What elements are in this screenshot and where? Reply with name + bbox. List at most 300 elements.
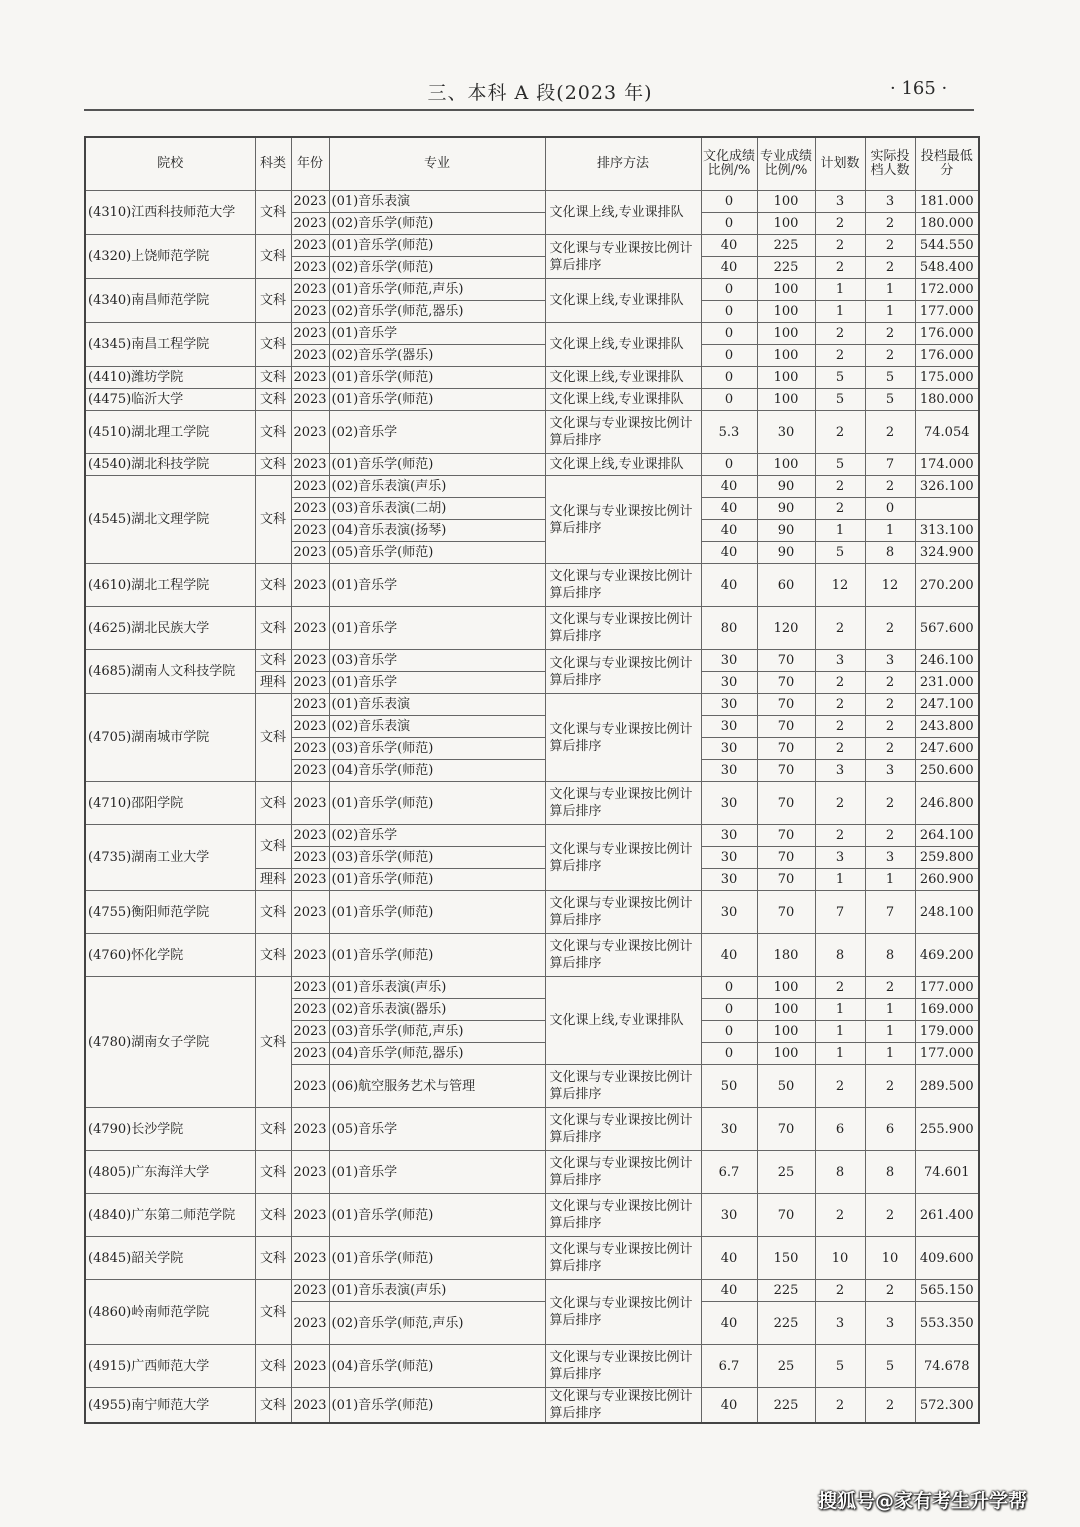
- col-header-year: 年份: [291, 137, 329, 191]
- cell-major: (01)音乐学(师范): [329, 1194, 545, 1237]
- cell-sort-method: 文化课与专业课按比例计算后排序: [545, 782, 701, 825]
- table-row: [85, 1151, 979, 1194]
- cell-culture-ratio: 0: [701, 999, 757, 1021]
- cell-culture-ratio: 6.7: [701, 1151, 757, 1194]
- cell-min-score: 255.900: [915, 1108, 979, 1151]
- admission-score-table: [84, 136, 980, 1424]
- cell-prof-ratio: 90: [757, 520, 815, 542]
- cell-min-score: 174.000: [915, 454, 979, 476]
- cell-culture-ratio: 0: [701, 367, 757, 389]
- cell-major: (01)音乐表演(声乐): [329, 977, 545, 999]
- cell-prof-ratio: 120: [757, 607, 815, 650]
- cell-school: (4760)怀化学院: [85, 934, 255, 977]
- cell-culture-ratio: 0: [701, 1043, 757, 1065]
- cell-prof-ratio: 70: [757, 738, 815, 760]
- cell-min-score: 175.000: [915, 367, 979, 389]
- cell-prof-ratio: 180: [757, 934, 815, 977]
- cell-sort-method: 文化课与专业课按比例计算后排序: [545, 1345, 701, 1388]
- cell-plan: 1: [815, 999, 865, 1021]
- cell-category: 文科: [255, 411, 291, 454]
- cell-culture-ratio: 0: [701, 389, 757, 411]
- cell-school: (4955)南宁师范大学: [85, 1388, 255, 1424]
- cell-prof-ratio: 225: [757, 1302, 815, 1345]
- cell-sort-method: 文化课与专业课按比例计算后排序: [545, 607, 701, 650]
- cell-plan: 3: [815, 191, 865, 213]
- cell-plan: 2: [815, 1280, 865, 1302]
- cell-year: 2023: [291, 1021, 329, 1043]
- cell-actual: 3: [865, 1302, 915, 1345]
- cell-year: 2023: [291, 213, 329, 235]
- cell-major: (03)音乐学(师范): [329, 847, 545, 869]
- cell-actual: 1: [865, 301, 915, 323]
- cell-school: (4545)湖北文理学院: [85, 476, 255, 564]
- cell-culture-ratio: 50: [701, 1065, 757, 1108]
- cell-plan: 2: [815, 977, 865, 999]
- cell-school: (4685)湖南人文科技学院: [85, 650, 255, 694]
- cell-sort-method: 文化课上线,专业课排队: [545, 389, 701, 411]
- cell-actual: 3: [865, 650, 915, 672]
- cell-min-score: 177.000: [915, 1043, 979, 1065]
- cell-sort-method: 文化课上线,专业课排队: [545, 323, 701, 367]
- cell-min-score: 565.150: [915, 1280, 979, 1302]
- cell-min-score: 289.500: [915, 1065, 979, 1108]
- table-row: [85, 1388, 979, 1424]
- cell-plan: 1: [815, 279, 865, 301]
- cell-actual: 2: [865, 257, 915, 279]
- cell-prof-ratio: 70: [757, 650, 815, 672]
- cell-category: 文科: [255, 782, 291, 825]
- cell-category: 文科: [255, 235, 291, 279]
- table-row: [85, 607, 979, 650]
- cell-year: 2023: [291, 498, 329, 520]
- cell-year: 2023: [291, 847, 329, 869]
- cell-sort-method: 文化课上线,专业课排队: [545, 454, 701, 476]
- cell-culture-ratio: 40: [701, 934, 757, 977]
- cell-major: (01)音乐学(师范): [329, 891, 545, 934]
- table-row: [85, 891, 979, 934]
- cell-sort-method: 文化课与专业课按比例计算后排序: [545, 1388, 701, 1424]
- table-row: [85, 1280, 979, 1302]
- cell-culture-ratio: 0: [701, 977, 757, 999]
- cell-min-score: 270.200: [915, 564, 979, 607]
- col-header-category: 科类: [255, 137, 291, 191]
- cell-sort-method: 文化课与专业课按比例计算后排序: [545, 411, 701, 454]
- cell-culture-ratio: 40: [701, 476, 757, 498]
- table-row: [85, 694, 979, 716]
- cell-culture-ratio: 30: [701, 847, 757, 869]
- table-row: [85, 1237, 979, 1280]
- col-header-major: 专业: [329, 137, 545, 191]
- cell-prof-ratio: 90: [757, 498, 815, 520]
- cell-major: (01)音乐学(师范): [329, 367, 545, 389]
- col-header-prof-ratio: 专业成绩比例/%: [757, 137, 815, 191]
- cell-prof-ratio: 70: [757, 847, 815, 869]
- cell-major: (01)音乐学: [329, 1151, 545, 1194]
- cell-category: 文科: [255, 977, 291, 1108]
- table-row: [85, 367, 979, 389]
- cell-major: (04)音乐表演(扬琴): [329, 520, 545, 542]
- cell-prof-ratio: 70: [757, 782, 815, 825]
- cell-actual: 12: [865, 564, 915, 607]
- cell-prof-ratio: 70: [757, 1108, 815, 1151]
- cell-year: 2023: [291, 323, 329, 345]
- cell-min-score: 179.000: [915, 1021, 979, 1043]
- cell-sort-method: 文化课与专业课按比例计算后排序: [545, 235, 701, 279]
- cell-min-score: 261.400: [915, 1194, 979, 1237]
- cell-culture-ratio: 40: [701, 498, 757, 520]
- cell-year: 2023: [291, 345, 329, 367]
- cell-actual: 1: [865, 869, 915, 891]
- cell-sort-method: 文化课与专业课按比例计算后排序: [545, 564, 701, 607]
- cell-major: (02)音乐学(器乐): [329, 345, 545, 367]
- col-header-plan: 计划数: [815, 137, 865, 191]
- cell-plan: 2: [815, 257, 865, 279]
- cell-year: 2023: [291, 1151, 329, 1194]
- cell-category: 文科: [255, 389, 291, 411]
- cell-category: 文科: [255, 323, 291, 367]
- cell-sort-method: 文化课上线,专业课排队: [545, 191, 701, 235]
- cell-actual: 5: [865, 1345, 915, 1388]
- cell-major: (04)音乐学(师范): [329, 760, 545, 782]
- table-row: [85, 476, 979, 498]
- cell-prof-ratio: 100: [757, 367, 815, 389]
- cell-culture-ratio: 40: [701, 542, 757, 564]
- cell-min-score: 548.400: [915, 257, 979, 279]
- cell-prof-ratio: 70: [757, 825, 815, 847]
- cell-major: (01)音乐学(师范): [329, 934, 545, 977]
- cell-actual: 2: [865, 825, 915, 847]
- cell-actual: 7: [865, 891, 915, 934]
- cell-plan: 1: [815, 869, 865, 891]
- table-row: [85, 782, 979, 825]
- table-row: [85, 235, 979, 257]
- cell-plan: 3: [815, 1302, 865, 1345]
- cell-actual: 2: [865, 782, 915, 825]
- cell-prof-ratio: 100: [757, 1021, 815, 1043]
- table-row: [85, 564, 979, 607]
- cell-min-score: 250.600: [915, 760, 979, 782]
- cell-year: 2023: [291, 235, 329, 257]
- cell-actual: 1: [865, 1043, 915, 1065]
- cell-culture-ratio: 40: [701, 1280, 757, 1302]
- cell-plan: 1: [815, 1043, 865, 1065]
- cell-culture-ratio: 40: [701, 1388, 757, 1424]
- cell-plan: 12: [815, 564, 865, 607]
- cell-culture-ratio: 30: [701, 869, 757, 891]
- cell-plan: 2: [815, 1388, 865, 1424]
- cell-culture-ratio: 0: [701, 213, 757, 235]
- cell-prof-ratio: 30: [757, 411, 815, 454]
- cell-year: 2023: [291, 760, 329, 782]
- cell-school: (4840)广东第二师范学院: [85, 1194, 255, 1237]
- cell-year: 2023: [291, 279, 329, 301]
- cell-plan: 8: [815, 1151, 865, 1194]
- cell-min-score: 264.100: [915, 825, 979, 847]
- cell-min-score: 177.000: [915, 301, 979, 323]
- cell-min-score: 181.000: [915, 191, 979, 213]
- cell-year: 2023: [291, 191, 329, 213]
- cell-sort-method: 文化课与专业课按比例计算后排序: [545, 891, 701, 934]
- cell-school: (4540)湖北科技学院: [85, 454, 255, 476]
- cell-category: 理科: [255, 869, 291, 891]
- cell-year: 2023: [291, 1065, 329, 1108]
- cell-major: (02)音乐学: [329, 825, 545, 847]
- cell-culture-ratio: 30: [701, 1108, 757, 1151]
- cell-min-score: 180.000: [915, 213, 979, 235]
- cell-prof-ratio: 50: [757, 1065, 815, 1108]
- cell-school: (4410)潍坊学院: [85, 367, 255, 389]
- cell-plan: 5: [815, 389, 865, 411]
- cell-min-score: 260.900: [915, 869, 979, 891]
- cell-major: (01)音乐学(师范,声乐): [329, 279, 545, 301]
- cell-plan: 2: [815, 476, 865, 498]
- cell-sort-method: 文化课与专业课按比例计算后排序: [545, 825, 701, 891]
- cell-year: 2023: [291, 564, 329, 607]
- table-row: [85, 454, 979, 476]
- cell-actual: 2: [865, 1194, 915, 1237]
- cell-plan: 5: [815, 1345, 865, 1388]
- cell-year: 2023: [291, 716, 329, 738]
- cell-min-score: 176.000: [915, 345, 979, 367]
- cell-actual: 2: [865, 1280, 915, 1302]
- cell-actual: 2: [865, 345, 915, 367]
- table-row: [85, 279, 979, 301]
- cell-school: (4860)岭南师范学院: [85, 1280, 255, 1345]
- cell-school: (4805)广东海洋大学: [85, 1151, 255, 1194]
- cell-major: (01)音乐学(师范): [329, 235, 545, 257]
- cell-min-score: 172.000: [915, 279, 979, 301]
- cell-prof-ratio: 100: [757, 1043, 815, 1065]
- cell-sort-method: 文化课与专业课按比例计算后排序: [545, 650, 701, 694]
- cell-major: (02)音乐学(师范,声乐): [329, 1302, 545, 1345]
- cell-year: 2023: [291, 520, 329, 542]
- cell-sort-method: 文化课与专业课按比例计算后排序: [545, 1108, 701, 1151]
- cell-plan: 3: [815, 650, 865, 672]
- cell-year: 2023: [291, 1280, 329, 1302]
- cell-school: (4915)广西师范大学: [85, 1345, 255, 1388]
- cell-major: (02)音乐学(师范,器乐): [329, 301, 545, 323]
- cell-culture-ratio: 30: [701, 891, 757, 934]
- cell-plan: 2: [815, 694, 865, 716]
- cell-school: (4510)湖北理工学院: [85, 411, 255, 454]
- cell-category: 文科: [255, 367, 291, 389]
- cell-year: 2023: [291, 367, 329, 389]
- cell-major: (01)音乐学: [329, 672, 545, 694]
- cell-culture-ratio: 0: [701, 1021, 757, 1043]
- cell-prof-ratio: 225: [757, 1388, 815, 1424]
- cell-culture-ratio: 0: [701, 191, 757, 213]
- cell-major: (03)音乐表演(二胡): [329, 498, 545, 520]
- cell-prof-ratio: 100: [757, 301, 815, 323]
- cell-sort-method: 文化课与专业课按比例计算后排序: [545, 1280, 701, 1345]
- cell-actual: 2: [865, 672, 915, 694]
- cell-major: (05)音乐学: [329, 1108, 545, 1151]
- cell-prof-ratio: 100: [757, 213, 815, 235]
- cell-culture-ratio: 40: [701, 520, 757, 542]
- cell-prof-ratio: 225: [757, 257, 815, 279]
- cell-prof-ratio: 90: [757, 476, 815, 498]
- cell-culture-ratio: 0: [701, 301, 757, 323]
- cell-actual: 3: [865, 760, 915, 782]
- cell-school: (4610)湖北工程学院: [85, 564, 255, 607]
- cell-prof-ratio: 70: [757, 716, 815, 738]
- cell-sort-method: 文化课与专业课按比例计算后排序: [545, 1194, 701, 1237]
- cell-year: 2023: [291, 934, 329, 977]
- cell-actual: 2: [865, 323, 915, 345]
- cell-prof-ratio: 150: [757, 1237, 815, 1280]
- cell-plan: 2: [815, 411, 865, 454]
- page-number: · 165 ·: [890, 78, 948, 99]
- cell-actual: 6: [865, 1108, 915, 1151]
- cell-major: (04)音乐学(师范,器乐): [329, 1043, 545, 1065]
- table-row: [85, 1194, 979, 1237]
- table-body: [85, 191, 979, 1424]
- cell-min-score: 324.900: [915, 542, 979, 564]
- cell-plan: 1: [815, 301, 865, 323]
- cell-school: (4710)邵阳学院: [85, 782, 255, 825]
- cell-prof-ratio: 70: [757, 1194, 815, 1237]
- cell-major: (01)音乐学(师范): [329, 454, 545, 476]
- cell-culture-ratio: 30: [701, 782, 757, 825]
- cell-category: 文科: [255, 607, 291, 650]
- cell-actual: 1: [865, 999, 915, 1021]
- cell-year: 2023: [291, 672, 329, 694]
- table-row: [85, 977, 979, 999]
- cell-actual: 10: [865, 1237, 915, 1280]
- cell-culture-ratio: 6.7: [701, 1345, 757, 1388]
- cell-min-score: 74.054: [915, 411, 979, 454]
- cell-category: 文科: [255, 1280, 291, 1345]
- cell-year: 2023: [291, 1302, 329, 1345]
- cell-actual: 3: [865, 847, 915, 869]
- col-header-actual: 实际投档人数: [865, 137, 915, 191]
- cell-year: 2023: [291, 825, 329, 847]
- cell-min-score: 409.600: [915, 1237, 979, 1280]
- cell-sort-method: 文化课上线,专业课排队: [545, 977, 701, 1065]
- cell-category: 文科: [255, 454, 291, 476]
- cell-plan: 10: [815, 1237, 865, 1280]
- cell-prof-ratio: 60: [757, 564, 815, 607]
- cell-prof-ratio: 225: [757, 235, 815, 257]
- cell-category: 文科: [255, 191, 291, 235]
- cell-plan: 3: [815, 760, 865, 782]
- cell-prof-ratio: 25: [757, 1345, 815, 1388]
- cell-school: (4345)南昌工程学院: [85, 323, 255, 367]
- cell-min-score: 247.600: [915, 738, 979, 760]
- cell-category: 文科: [255, 1194, 291, 1237]
- cell-plan: 6: [815, 1108, 865, 1151]
- cell-plan: 2: [815, 345, 865, 367]
- cell-year: 2023: [291, 389, 329, 411]
- cell-category: 文科: [255, 279, 291, 323]
- cell-year: 2023: [291, 476, 329, 498]
- cell-min-score: 246.800: [915, 782, 979, 825]
- cell-min-score: 74.601: [915, 1151, 979, 1194]
- cell-min-score: 180.000: [915, 389, 979, 411]
- cell-major: (02)音乐表演(器乐): [329, 999, 545, 1021]
- cell-year: 2023: [291, 782, 329, 825]
- col-header-culture-ratio: 文化成绩比例/%: [701, 137, 757, 191]
- cell-school: (4735)湖南工业大学: [85, 825, 255, 891]
- cell-culture-ratio: 0: [701, 279, 757, 301]
- cell-actual: 2: [865, 607, 915, 650]
- cell-category: 文科: [255, 1388, 291, 1424]
- cell-year: 2023: [291, 1194, 329, 1237]
- cell-major: (04)音乐学(师范): [329, 1345, 545, 1388]
- cell-year: 2023: [291, 607, 329, 650]
- cell-min-score: [915, 498, 979, 520]
- cell-plan: 2: [815, 825, 865, 847]
- cell-category: 文科: [255, 1151, 291, 1194]
- cell-actual: 0: [865, 498, 915, 520]
- cell-prof-ratio: 100: [757, 323, 815, 345]
- cell-year: 2023: [291, 1108, 329, 1151]
- cell-plan: 1: [815, 1021, 865, 1043]
- cell-culture-ratio: 30: [701, 672, 757, 694]
- cell-major: (03)音乐学(师范,声乐): [329, 1021, 545, 1043]
- cell-year: 2023: [291, 542, 329, 564]
- cell-actual: 2: [865, 1065, 915, 1108]
- cell-school: (4755)衡阳师范学院: [85, 891, 255, 934]
- cell-plan: 2: [815, 738, 865, 760]
- cell-culture-ratio: 80: [701, 607, 757, 650]
- table-row: [85, 1108, 979, 1151]
- cell-plan: 2: [815, 782, 865, 825]
- cell-culture-ratio: 30: [701, 738, 757, 760]
- cell-min-score: 243.800: [915, 716, 979, 738]
- cell-sort-method: 文化课与专业课按比例计算后排序: [545, 694, 701, 782]
- cell-plan: 1: [815, 520, 865, 542]
- cell-school: (4780)湖南女子学院: [85, 977, 255, 1108]
- cell-prof-ratio: 70: [757, 760, 815, 782]
- cell-major: (01)音乐表演(声乐): [329, 1280, 545, 1302]
- cell-actual: 2: [865, 235, 915, 257]
- cell-prof-ratio: 225: [757, 1280, 815, 1302]
- cell-major: (01)音乐学(师范): [329, 1237, 545, 1280]
- cell-category: 文科: [255, 564, 291, 607]
- cell-school: (4845)韶关学院: [85, 1237, 255, 1280]
- cell-plan: 8: [815, 934, 865, 977]
- cell-sort-method: 文化课上线,专业课排队: [545, 279, 701, 323]
- cell-actual: 8: [865, 1151, 915, 1194]
- table-row: [85, 934, 979, 977]
- table-row: [85, 825, 979, 847]
- cell-culture-ratio: 40: [701, 257, 757, 279]
- cell-major: (01)音乐学: [329, 564, 545, 607]
- cell-major: (02)音乐学(师范): [329, 257, 545, 279]
- cell-school: (4705)湖南城市学院: [85, 694, 255, 782]
- cell-min-score: 74.678: [915, 1345, 979, 1388]
- cell-min-score: 259.800: [915, 847, 979, 869]
- cell-actual: 2: [865, 738, 915, 760]
- cell-plan: 2: [815, 235, 865, 257]
- cell-min-score: 247.100: [915, 694, 979, 716]
- cell-actual: 5: [865, 367, 915, 389]
- cell-min-score: 313.100: [915, 520, 979, 542]
- cell-actual: 1: [865, 279, 915, 301]
- cell-plan: 2: [815, 607, 865, 650]
- cell-category: 文科: [255, 934, 291, 977]
- cell-year: 2023: [291, 257, 329, 279]
- cell-min-score: 169.000: [915, 999, 979, 1021]
- cell-culture-ratio: 5.3: [701, 411, 757, 454]
- cell-category: 文科: [255, 1237, 291, 1280]
- cell-year: 2023: [291, 1388, 329, 1424]
- cell-min-score: 231.000: [915, 672, 979, 694]
- cell-year: 2023: [291, 650, 329, 672]
- cell-actual: 5: [865, 389, 915, 411]
- cell-category: 文科: [255, 1108, 291, 1151]
